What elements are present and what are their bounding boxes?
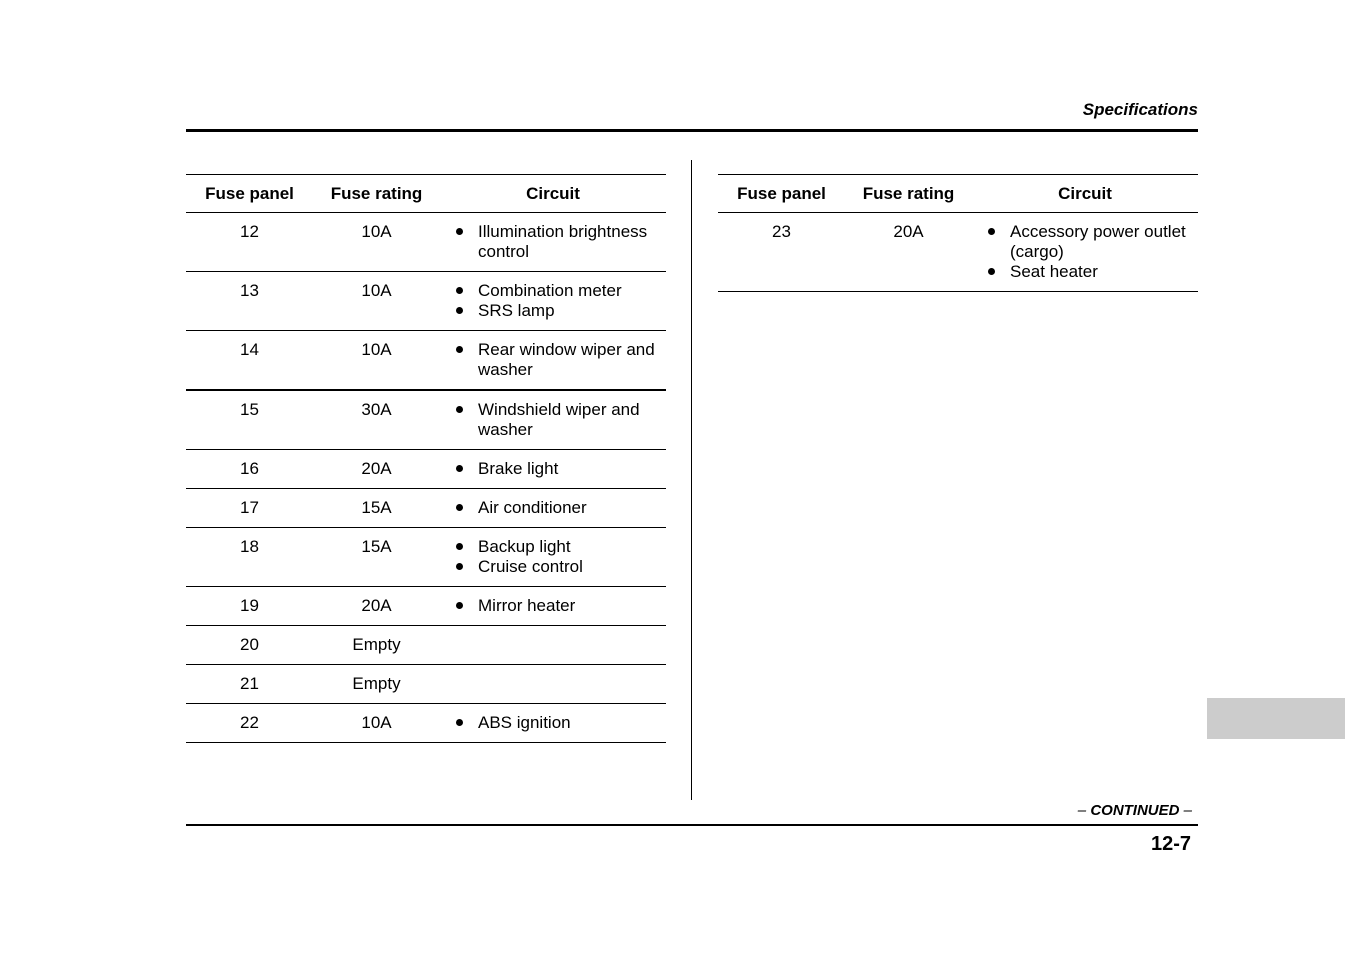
circuit-item: Accessory power outlet (cargo)	[986, 222, 1198, 262]
table-row	[186, 528, 666, 587]
circuit-cell	[440, 272, 666, 331]
circuit-item: Cruise control	[454, 557, 666, 577]
circuit-list	[440, 222, 666, 262]
header-circuit: Circuit	[972, 175, 1198, 213]
fuse-panel-cell: 20	[186, 626, 313, 665]
fuse-panel-cell: 14	[186, 331, 313, 391]
fuse-table-left	[186, 174, 666, 743]
fuse-rating-cell: 20A	[845, 213, 972, 292]
circuit-item: Illumination brightness control	[454, 222, 666, 262]
circuit-cell	[440, 489, 666, 528]
fuse-panel-cell: 18	[186, 528, 313, 587]
fuse-panel-cell: 13	[186, 272, 313, 331]
continued-dash-left: –	[1077, 802, 1087, 819]
circuit-cell	[440, 213, 666, 272]
circuit-item: Air conditioner	[454, 498, 666, 518]
circuit-list	[440, 537, 666, 577]
circuit-list	[440, 596, 666, 616]
circuit-list	[440, 713, 666, 733]
header-fuse-rating: Fuse rating	[845, 175, 972, 213]
circuit-cell	[440, 665, 666, 704]
table-row	[186, 272, 666, 331]
table-row	[186, 665, 666, 704]
table-row	[718, 213, 1198, 292]
table-row	[186, 587, 666, 626]
fuse-rating-cell: 10A	[313, 331, 440, 391]
circuit-cell	[440, 587, 666, 626]
circuit-item: Rear window wiper and washer	[454, 340, 666, 380]
circuit-list	[440, 400, 666, 440]
circuit-item: SRS lamp	[454, 301, 666, 321]
continued-note	[1078, 802, 1192, 819]
circuit-list	[440, 498, 666, 518]
circuit-cell	[440, 626, 666, 665]
fuse-rating-cell: Empty	[313, 665, 440, 704]
circuit-list	[440, 281, 666, 321]
circuit-list	[440, 459, 666, 479]
table-row	[186, 489, 666, 528]
fuse-panel-cell: 12	[186, 213, 313, 272]
fuse-table-right	[718, 174, 1198, 292]
fuse-table-right-body	[718, 213, 1198, 292]
fuse-rating-cell: 15A	[313, 489, 440, 528]
fuse-panel-cell: 16	[186, 450, 313, 489]
bottom-rule	[186, 824, 1198, 826]
fuse-rating-cell: 20A	[313, 450, 440, 489]
fuse-rating-cell: 30A	[313, 390, 440, 450]
top-rule	[186, 129, 1198, 132]
section-title: Specifications	[1082, 100, 1198, 119]
continued-dash-right: –	[1183, 802, 1192, 819]
circuit-cell	[972, 213, 1198, 292]
fuse-panel-cell: 21	[186, 665, 313, 704]
fuse-panel-cell: 19	[186, 587, 313, 626]
circuit-cell	[440, 528, 666, 587]
table-row	[186, 626, 666, 665]
header-circuit: Circuit	[440, 175, 666, 213]
circuit-item: Mirror heater	[454, 596, 666, 616]
column-divider	[691, 160, 692, 800]
table-header-row	[718, 175, 1198, 213]
circuit-cell	[440, 331, 666, 391]
fuse-rating-cell: 15A	[313, 528, 440, 587]
circuit-cell	[440, 704, 666, 743]
circuit-item: Windshield wiper and washer	[454, 400, 666, 440]
circuit-cell	[440, 390, 666, 450]
circuit-list	[972, 222, 1198, 282]
fuse-rating-cell: 10A	[313, 704, 440, 743]
table-row	[186, 390, 666, 450]
header-fuse-rating: Fuse rating	[313, 175, 440, 213]
page-number: 12-7	[1150, 833, 1191, 855]
header-fuse-panel: Fuse panel	[186, 175, 313, 213]
table-row	[186, 450, 666, 489]
table-row	[186, 331, 666, 391]
fuse-rating-cell: 10A	[313, 213, 440, 272]
circuit-cell	[440, 450, 666, 489]
fuse-panel-cell: 15	[186, 390, 313, 450]
circuit-item: Brake light	[454, 459, 666, 479]
fuse-rating-cell: 20A	[313, 587, 440, 626]
fuse-rating-cell: 10A	[313, 272, 440, 331]
circuit-item: ABS ignition	[454, 713, 666, 733]
chapter-tab	[1207, 698, 1345, 739]
header-fuse-panel: Fuse panel	[718, 175, 845, 213]
fuse-panel-cell: 23	[718, 213, 845, 292]
fuse-panel-cell: 22	[186, 704, 313, 743]
fuse-table-left-body	[186, 213, 666, 743]
fuse-panel-cell: 17	[186, 489, 313, 528]
circuit-item: Seat heater	[986, 262, 1198, 282]
table-row	[186, 213, 666, 272]
table-row	[186, 704, 666, 743]
circuit-item: Combination meter	[454, 281, 666, 301]
continued-label: CONTINUED	[1090, 802, 1180, 819]
fuse-rating-cell: Empty	[313, 626, 440, 665]
table-header-row	[186, 175, 666, 213]
circuit-item: Backup light	[454, 537, 666, 557]
circuit-list	[440, 340, 666, 380]
